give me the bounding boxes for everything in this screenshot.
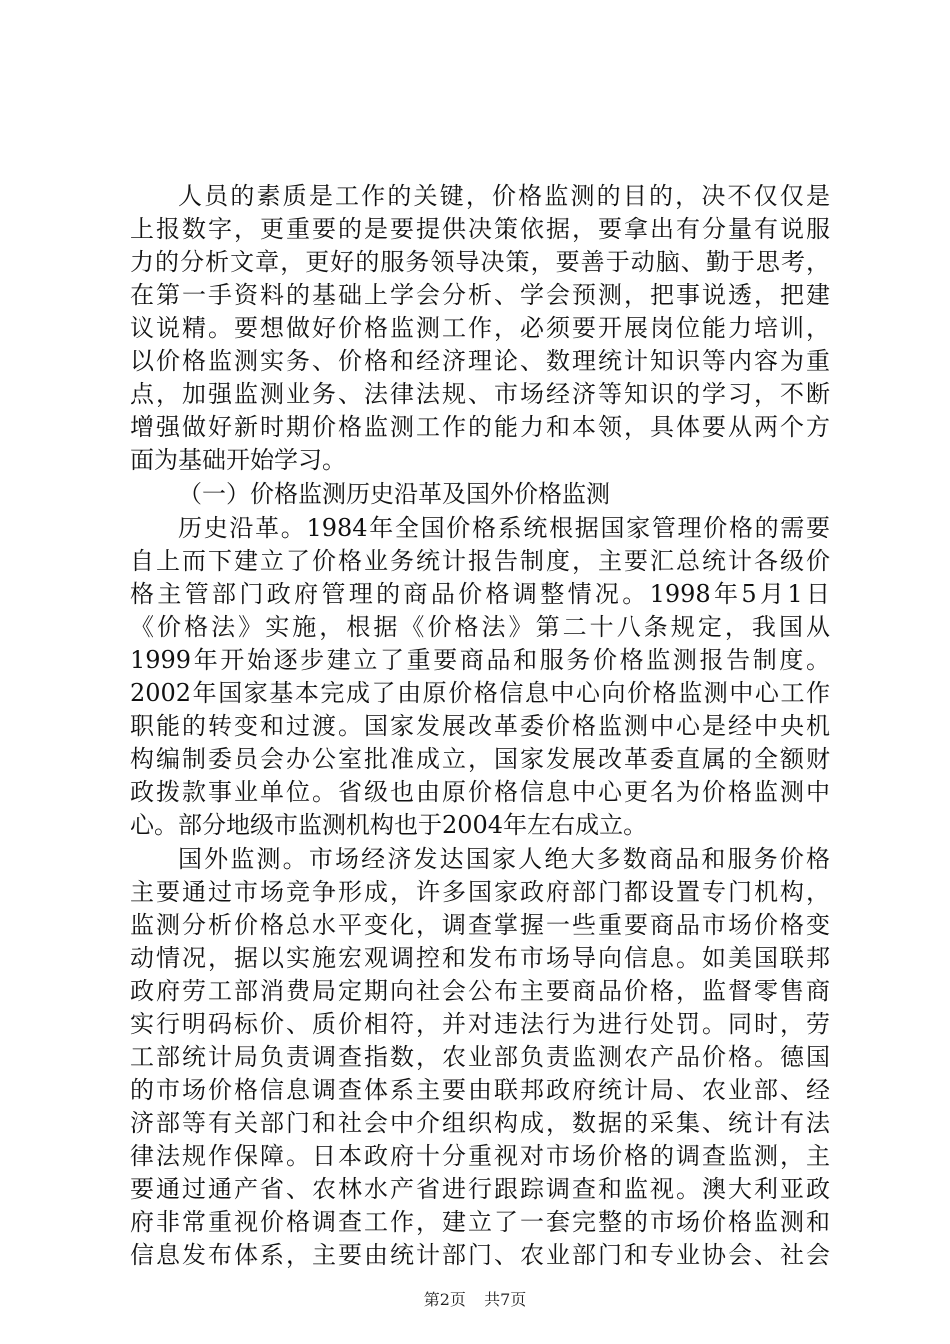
paragraph-line: 要通过通产省、农林水产省进行跟踪调查和监视。澳大利亚政	[130, 1175, 830, 1203]
paragraph-line: 《价格法》实施，根据《价格法》第二十八条规定，我国从	[130, 613, 830, 641]
page-footer	[0, 1290, 950, 1310]
paragraph-line: 动情况，据以实施宏观调控和发布市场导向信息。如美国联邦	[130, 944, 830, 972]
paragraph-line: 主要通过市场竞争形成，许多国家政府部门都设置专门机构，	[130, 878, 830, 906]
page-total: 共7页	[484, 1290, 527, 1309]
paragraph-line: 职能的转变和过渡。国家发展改革委价格监测中心是经中央机	[130, 712, 830, 740]
paragraph-line: 实行明码标价、质价相符，并对违法行为进行处罚。同时，劳	[130, 1010, 830, 1038]
paragraph-line: 1999年开始逐步建立了重要商品和服务价格监测报告制度。	[130, 646, 830, 674]
section-heading: （一）价格监测历史沿革及国外价格监测	[178, 480, 610, 508]
paragraph-line: 政拨款事业单位。省级也由原价格信息中心更名为价格监测中	[130, 778, 830, 806]
paragraph-line: 构编制委员会办公室批准成立，国家发展改革委直属的全额财	[130, 745, 830, 773]
paragraph-line: 工部统计局负责调查指数，农业部负责监测农产品价格。德国	[130, 1043, 830, 1071]
paragraph-line: 的市场价格信息调查体系主要由联邦政府统计局、农业部、经	[130, 1076, 830, 1104]
paragraph-line: 议说精。要想做好价格监测工作，必须要开展岗位能力培训，	[130, 314, 830, 342]
page-number: 第2页	[423, 1290, 466, 1309]
paragraph-line: 自上而下建立了价格业务统计报告制度，主要汇总统计各级价	[130, 547, 830, 575]
paragraph-line: 府非常重视价格调查工作，建立了一套完整的市场价格监测和	[130, 1208, 830, 1236]
paragraph-line: 人员的素质是工作的关键，价格监测的目的，决不仅仅是	[178, 182, 830, 210]
paragraph-line: 点，加强监测业务、法律法规、市场经济等知识的学习，不断	[130, 380, 830, 408]
paragraph-line: 监测分析价格总水平变化，调查掌握一些重要商品市场价格变	[130, 911, 830, 939]
paragraph-line: 政府劳工部消费局定期向社会公布主要商品价格，监督零售商	[130, 977, 830, 1005]
paragraph-line: 在第一手资料的基础上学会分析、学会预测，把事说透，把建	[130, 281, 830, 309]
paragraph-line: 以价格监测实务、价格和经济理论、数理统计知识等内容为重	[130, 347, 830, 375]
paragraph-line: 格主管部门政府管理的商品价格调整情况。1998年5月1日	[130, 580, 830, 608]
paragraph-line: 2002年国家基本完成了由原价格信息中心向价格监测中心工作	[130, 679, 830, 707]
paragraph-line: 信息发布体系，主要由统计部门、农业部门和专业协会、社会	[130, 1241, 830, 1269]
paragraph-line: 历史沿革。1984年全国价格系统根据国家管理价格的需要	[178, 514, 830, 542]
paragraph-line: 上报数字，更重要的是要提供决策依据，要拿出有分量有说服	[130, 215, 830, 243]
paragraph-line: 国外监测。市场经济发达国家人绝大多数商品和服务价格	[178, 845, 830, 873]
paragraph-line: 心。部分地级市监测机构也于2004年左右成立。	[130, 811, 648, 839]
paragraph-line: 增强做好新时期价格监测工作的能力和本领，具体要从两个方	[130, 413, 830, 441]
paragraph-line: 济部等有关部门和社会中介组织构成，数据的采集、统计有法	[130, 1109, 830, 1137]
paragraph-line: 律法规作保障。日本政府十分重视对市场价格的调查监测，主	[130, 1142, 830, 1170]
paragraph-line: 力的分析文章，更好的服务领导决策，要善于动脑、勤于思考，	[130, 248, 830, 276]
paragraph-line: 面为基础开始学习。	[130, 446, 346, 474]
